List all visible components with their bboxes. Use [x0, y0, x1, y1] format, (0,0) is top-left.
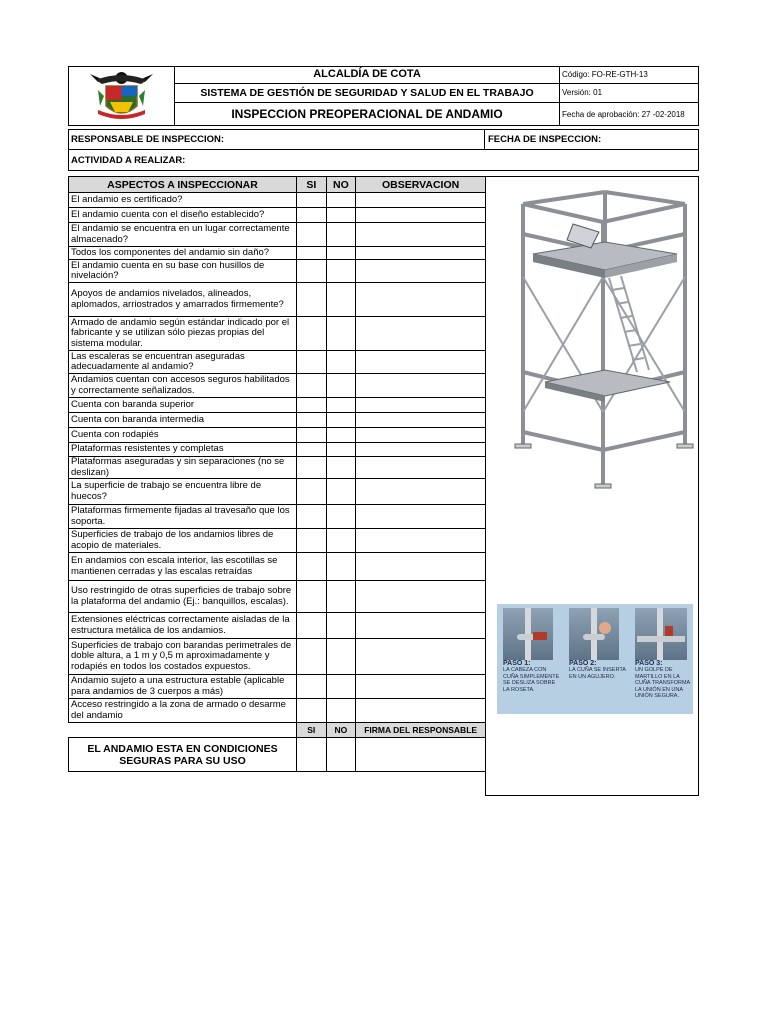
table-row [69, 413, 486, 428]
observacion-cell[interactable] [356, 208, 486, 223]
observacion-cell[interactable] [356, 428, 486, 443]
step-2-photo [569, 608, 619, 660]
no-cell[interactable] [326, 613, 356, 639]
observacion-cell[interactable] [356, 223, 486, 247]
coat-of-arms-logo [68, 66, 175, 126]
si-cell[interactable] [296, 505, 326, 529]
conclusion-si-cell[interactable] [296, 738, 326, 772]
observacion-cell[interactable] [356, 317, 486, 351]
header-observacion: OBSERVACION [356, 177, 486, 193]
table-row [69, 208, 486, 223]
assembly-steps-panel [497, 604, 693, 714]
observacion-cell[interactable] [356, 260, 486, 283]
aspect-text: En andamios con escala interior, las escotillas se mantienen cerradas y las escalas retraídas [69, 553, 297, 581]
table-row [69, 553, 486, 581]
si-cell[interactable] [296, 529, 326, 553]
page-title: INSPECCION PREOPERACIONAL DE ANDAMIO [231, 107, 503, 121]
table-row [69, 479, 486, 505]
no-cell[interactable] [326, 283, 356, 317]
no-cell[interactable] [326, 317, 356, 351]
no-cell[interactable] [326, 699, 356, 723]
si-cell[interactable] [296, 374, 326, 398]
aspect-text: Cuenta con rodapiés [69, 428, 297, 443]
step-1 [503, 660, 561, 693]
si-cell[interactable] [296, 413, 326, 428]
table-row [69, 581, 486, 613]
table-row [69, 283, 486, 317]
approval-date-text: Fecha de aprobación: 27 -02-2018 [562, 109, 685, 119]
no-cell[interactable] [326, 457, 356, 479]
aspect-text: Superficies de trabajo de los andamios libres de acopio de materiales. [69, 529, 297, 553]
table-row [69, 613, 486, 639]
no-cell[interactable] [326, 260, 356, 283]
actividad-label: ACTIVIDAD A REALIZAR: [71, 155, 186, 166]
table-row [69, 351, 486, 374]
footer-header-firma: FIRMA DEL RESPONSABLE [356, 723, 486, 738]
codigo-text: Código: FO-RE-GTH-13 [560, 66, 699, 84]
observacion-cell[interactable] [356, 374, 486, 398]
step-3-photo [635, 608, 687, 660]
observacion-cell[interactable] [356, 398, 486, 413]
step-1-desc: LA CABEZA CON CUÑA SIMPLEMENTE SE DESLIZA SOBRE LA ROSETA. [503, 667, 560, 693]
observacion-cell[interactable] [356, 639, 486, 675]
observacion-cell[interactable] [356, 193, 486, 208]
aspect-text: El andamio es certificado? [69, 193, 297, 208]
si-cell[interactable] [296, 613, 326, 639]
table-row [69, 247, 486, 260]
aspect-text: Cuenta con baranda intermedia [69, 413, 297, 428]
no-cell[interactable] [326, 505, 356, 529]
si-cell[interactable] [296, 428, 326, 443]
observacion-cell[interactable] [356, 699, 486, 723]
header-aspectos: ASPECTOS A INSPECCIONAR [69, 177, 297, 193]
firma-cell[interactable] [356, 738, 486, 772]
aspect-text: Armado de andamio según estándar indicado por el fabricante y se utilizan sólo piezas propias del sistema modular. [69, 317, 297, 351]
observacion-cell[interactable] [356, 351, 486, 374]
table-row [69, 443, 486, 457]
step-3 [635, 660, 693, 700]
table-row [69, 675, 486, 699]
step-3-title: PASO 3: [635, 660, 663, 667]
aspect-text: Plataformas resistentes y completas [69, 443, 297, 457]
responsable-field[interactable] [68, 129, 485, 150]
no-cell[interactable] [326, 193, 356, 208]
observacion-cell[interactable] [356, 505, 486, 529]
aspect-text: El andamio se encuentra en un lugar correctamente almacenado? [69, 223, 297, 247]
observacion-cell[interactable] [356, 675, 486, 699]
aspect-text: Andamio sujeto a una estructura estable (aplicable para andamios de 3 cuerpos a más) [69, 675, 297, 699]
observacion-cell[interactable] [356, 479, 486, 505]
conclusion-text: EL ANDAMIO ESTA EN CONDICIONES SEGURAS PARA SU USO [69, 738, 297, 772]
observacion-cell[interactable] [356, 581, 486, 613]
si-cell[interactable] [296, 443, 326, 457]
no-cell[interactable] [326, 247, 356, 260]
aspect-text: Plataformas aseguradas y sin separaciones (no se deslizan) [69, 457, 297, 479]
conclusion-no-cell[interactable] [326, 738, 356, 772]
si-cell[interactable] [296, 479, 326, 505]
aspect-text: Cuenta con baranda superior [69, 398, 297, 413]
si-cell[interactable] [296, 247, 326, 260]
step-2-desc: LA CUÑA SE INSERTA EN UN AGUJERO. [569, 667, 626, 680]
table-row [69, 457, 486, 479]
aspect-text: Plataformas firmemente fijadas al travesaño que los soporta. [69, 505, 297, 529]
si-cell[interactable] [296, 193, 326, 208]
version-text: Versión: 01 [560, 84, 699, 103]
step-1-title: PASO 1: [503, 660, 531, 667]
aspect-text: Las escaleras se encuentran aseguradas adecuadamente al andamio? [69, 351, 297, 374]
system-name: SISTEMA DE GESTIÓN DE SEGURIDAD Y SALUD EN EL TRABAJO [175, 84, 559, 103]
observacion-cell[interactable] [356, 457, 486, 479]
si-cell[interactable] [296, 260, 326, 283]
si-cell[interactable] [296, 283, 326, 317]
footer-header-si: SI [296, 723, 326, 738]
org-name: ALCALDÍA DE COTA [175, 66, 559, 84]
scaffold-illustration [505, 182, 695, 494]
table-row [69, 505, 486, 529]
aspect-text: Andamios cuentan con accesos seguros habilitados y correctamente señalizados. [69, 374, 297, 398]
si-cell[interactable] [296, 223, 326, 247]
no-cell[interactable] [326, 208, 356, 223]
observacion-cell[interactable] [356, 529, 486, 553]
no-cell[interactable] [326, 374, 356, 398]
step-2 [569, 660, 627, 680]
no-cell[interactable] [326, 639, 356, 675]
aspect-text: La superficie de trabajo se encuentra libre de huecos? [69, 479, 297, 505]
observacion-cell[interactable] [356, 443, 486, 457]
si-cell[interactable] [296, 639, 326, 675]
table-header-row [69, 177, 486, 193]
no-cell[interactable] [326, 443, 356, 457]
table-row [69, 699, 486, 723]
table-row [69, 193, 486, 208]
table-row [69, 428, 486, 443]
conclusion-row [69, 738, 486, 772]
observacion-cell[interactable] [356, 413, 486, 428]
aspect-text: Apoyos de andamios nivelados, alineados, aplomados, arriostrados y amarrados firmemente? [69, 283, 297, 317]
actividad-field[interactable] [68, 150, 699, 171]
table-row [69, 260, 486, 283]
fecha-label: FECHA DE INSPECCION: [488, 133, 602, 145]
footer-spacer [69, 723, 297, 738]
observacion-cell[interactable] [356, 283, 486, 317]
table-row [69, 398, 486, 413]
si-cell[interactable] [296, 208, 326, 223]
table-row [69, 223, 486, 247]
si-cell[interactable] [296, 457, 326, 479]
aspect-text: Acceso restringido a la zona de armado o desarme del andamio [69, 699, 297, 723]
no-cell[interactable] [326, 223, 356, 247]
logo-cell [68, 66, 175, 126]
no-cell[interactable] [326, 529, 356, 553]
observacion-cell[interactable] [356, 613, 486, 639]
step-1-photo [503, 608, 553, 660]
si-cell[interactable] [296, 317, 326, 351]
no-cell[interactable] [326, 675, 356, 699]
header-si: SI [296, 177, 326, 193]
aspect-text: Todos los componentes del andamio sin daño? [69, 247, 297, 260]
no-cell[interactable] [326, 479, 356, 505]
si-cell[interactable] [296, 553, 326, 581]
no-cell[interactable] [326, 398, 356, 413]
si-cell[interactable] [296, 675, 326, 699]
no-cell[interactable] [326, 553, 356, 581]
step-3-desc: UN GOLPE DE MARTILLO EN LA CUÑA TRANSFORMA LA UNIÓN EN UNA UNIÓN SEGURA. [635, 667, 690, 699]
no-cell[interactable] [326, 351, 356, 374]
aspect-text: El andamio cuenta en su base con husillos de nivelación? [69, 260, 297, 283]
table-row [69, 529, 486, 553]
fecha-field[interactable] [485, 129, 699, 150]
si-cell[interactable] [296, 351, 326, 374]
aspect-text: Superficies de trabajo con barandas perimetrales de doble altura, a 1 m y 0,5 m aproximadamente y rodapiés en todos los costados expuestos. [69, 639, 297, 675]
no-cell[interactable] [326, 581, 356, 613]
no-cell[interactable] [326, 413, 356, 428]
aspect-text: Uso restringido de otras superficies de trabajo sobre la plataforma del andamio (Ej.: banquillos, escalas). [69, 581, 297, 613]
responsable-label: RESPONSABLE DE INSPECCION: [71, 133, 225, 145]
footer-header-row [69, 723, 486, 738]
si-cell[interactable] [296, 398, 326, 413]
step-2-title: PASO 2: [569, 660, 597, 667]
si-cell[interactable] [296, 699, 326, 723]
table-row [69, 374, 486, 398]
si-cell[interactable] [296, 581, 326, 613]
table-row [69, 639, 486, 675]
header-no: NO [326, 177, 356, 193]
inspection-table [68, 176, 486, 772]
footer-header-no: NO [326, 723, 356, 738]
observacion-cell[interactable] [356, 553, 486, 581]
no-cell[interactable] [326, 428, 356, 443]
table-row [69, 317, 486, 351]
aspect-text: Extensiones eléctricas correctamente aisladas de la estructura metálica de los andamios. [69, 613, 297, 639]
observacion-cell[interactable] [356, 247, 486, 260]
aspect-text: El andamio cuenta con el diseño establecido? [69, 208, 297, 223]
